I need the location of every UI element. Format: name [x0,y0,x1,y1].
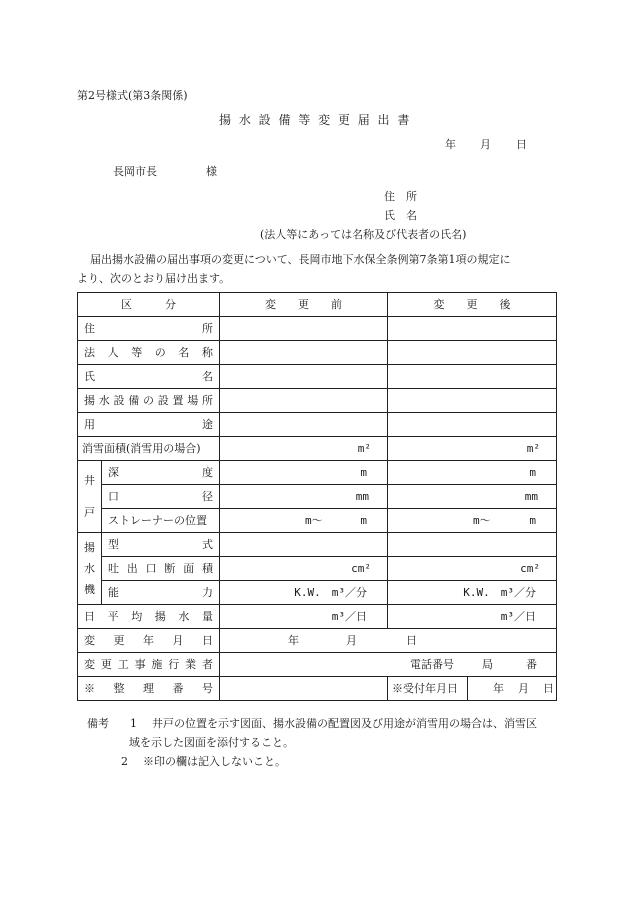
contractor-office-label: 局 [482,658,493,671]
label-address: 住所 [78,317,220,341]
pump-label-1: 揚 [84,540,95,554]
note-1-text-line-2: 域を示した図面を添付すること。 [129,736,294,749]
label-change-date: 変更年月日 [78,629,220,653]
label-pump-type: 型式 [102,533,220,557]
snow-area-unit-after: m² [388,437,557,461]
label-daily-pumping: 日平均揚水量 [78,605,220,629]
label-corp-name: 法人等の名称 [78,341,220,365]
received-month: 月 [518,682,529,695]
strainer-cell-after [388,509,557,533]
daily-unit-after: m³／日 [388,605,557,629]
well-label-bottom: 戸 [84,505,95,519]
body-text-line-1: 届出揚水設備の届出事項の変更について、長岡市地下水保全条例第7条第1項の規定に [90,253,511,266]
pump-power-unit-before: K.W. m³／分 [220,581,388,605]
pump-power-unit-after: K.W. m³／分 [388,581,557,605]
row-pump-type [78,533,557,557]
strainer-from-before: m〜 [305,514,323,527]
note-1-text-line-1: 井戸の位置を示す図面、揚水設備の配置図及び用途が消雪用の場合は、消雪区 [152,717,537,730]
cell-pump-type-after [388,533,557,557]
reference-number-cell [220,677,388,701]
received-year: 年 [493,682,504,695]
cell-address-before [220,317,388,341]
well-diameter-unit-after: mm [388,485,557,509]
strainer-cell-before [220,509,388,533]
addressee-honorific: 様 [206,165,217,178]
applicant-note: (法人等にあっては名称及び代表者の氏名) [260,228,467,241]
table-header-row [78,293,557,317]
row-well-depth [78,461,557,485]
note-1-line-1 [87,715,537,731]
well-group-label [78,461,102,533]
label-reference-number: ※整理番号 [78,677,220,701]
change-date-cell [220,629,557,653]
well-diameter-unit-before: mm [220,485,388,509]
received-day: 日 [543,682,554,695]
label-pump-power: 能力 [102,581,220,605]
label-well-diameter: 口径 [102,485,220,509]
cell-address-after [388,317,557,341]
pump-outlet-unit-after: cm² [388,557,557,581]
cell-use-after [388,413,557,437]
received-date-cell [388,677,557,701]
cell-name-before [220,365,388,389]
body-text-line-2: より、次のとおり届け出ます。 [77,272,231,285]
label-use: 用途 [78,413,220,437]
label-contractor: 変更工事施行業者 [78,653,220,677]
well-depth-unit-before: m [220,461,388,485]
row-well-diameter [78,485,557,509]
contractor-number-label: 番 [526,658,537,671]
row-well-strainer [78,509,557,533]
row-use [78,413,557,437]
snow-area-unit-before: m² [220,437,388,461]
row-contractor [78,653,557,677]
label-pump-outlet: 吐出口断面積 [102,557,220,581]
cell-use-before [220,413,388,437]
applicant-name-label: 氏 名 [384,209,417,222]
label-well-strainer: ストレーナーの位置 [102,509,220,533]
row-daily-pumping [78,605,557,629]
row-change-date [78,629,557,653]
row-address [78,317,557,341]
row-corp-name [78,341,557,365]
date-day: 日 [516,138,527,151]
cell-pump-type-before [220,533,388,557]
row-reference [78,677,557,701]
row-name [78,365,557,389]
change-form-table [77,292,557,701]
contractor-phone-label: 電話番号 [410,658,454,671]
notes-head: 備考 [87,717,109,730]
well-label-top: 井 [84,474,95,488]
cell-corp-name-after [388,341,557,365]
addressee-name: 長岡市長 [113,165,157,178]
row-pump-power [78,581,557,605]
row-install-place [78,389,557,413]
cell-install-place-after [388,389,557,413]
pump-label-3: 機 [84,583,95,597]
header-category: 区 分 [78,293,220,317]
note-2 [121,753,286,769]
document-title: 揚 水 設 備 等 変 更 届 出 書 [219,113,412,127]
label-snow-area: 消雪面積(消雪用の場合) [78,437,220,461]
cell-name-after [388,365,557,389]
header-before: 変 更 前 [220,293,388,317]
note-2-number: 2 [121,755,128,768]
strainer-to-after: m [529,514,536,527]
row-pump-outlet [78,557,557,581]
header-after: 変 更 後 [388,293,557,317]
label-well-depth: 深度 [102,461,220,485]
cell-corp-name-before [220,341,388,365]
row-snow-area [78,437,557,461]
contractor-cell [220,653,557,677]
form-number: 第2号様式(第3条関係) [77,89,188,102]
pump-outlet-unit-before: cm² [220,557,388,581]
label-install-place: 揚水設備の設置場所 [78,389,220,413]
cell-install-place-before [220,389,388,413]
received-date-label: ※受付年月日 [388,677,468,700]
note-2-text: ※印の欄は記入しないこと。 [143,755,286,768]
change-date-day: 日 [406,634,417,647]
change-date-year: 年 [288,634,299,647]
change-date-month: 月 [346,634,357,647]
note-1-number: 1 [130,717,137,730]
applicant-address-label: 住 所 [384,190,417,203]
daily-unit-before: m³／日 [220,605,388,629]
strainer-from-after: m〜 [473,514,491,527]
label-name: 氏名 [78,365,220,389]
pump-label-2: 水 [84,561,95,575]
strainer-to-before: m [360,514,367,527]
well-depth-unit-after: m [388,461,557,485]
pump-group-label [78,533,102,605]
date-year: 年 [445,138,456,151]
date-month: 月 [480,138,491,151]
